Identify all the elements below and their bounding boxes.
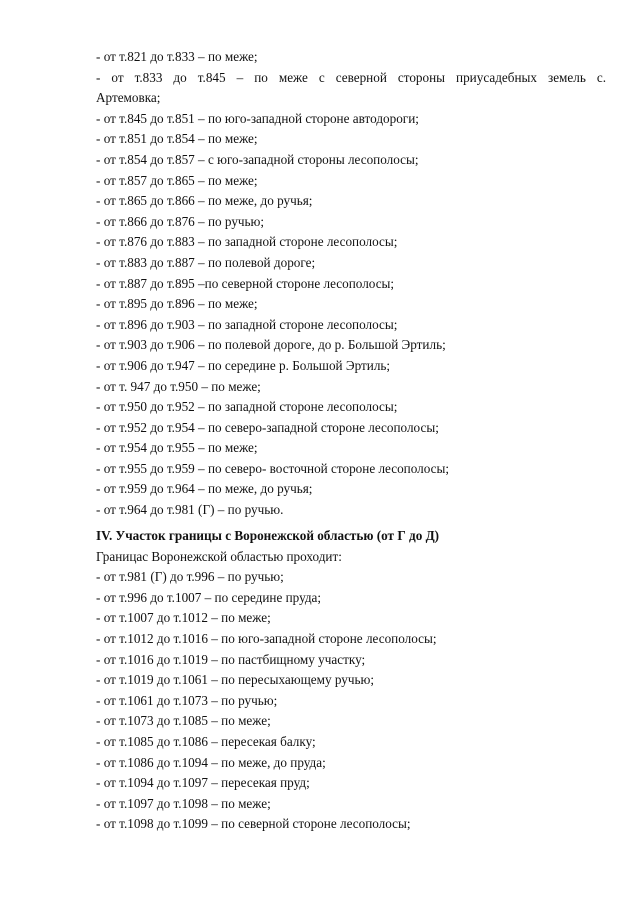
list-item: - от т.865 до т.866 – по меже, до ручья; (96, 193, 313, 209)
list-item: - от т.857 до т.865 – по меже; (96, 172, 258, 188)
list-item: - от т.896 до т.903 – по западной стороне лесополосы; (96, 316, 398, 332)
list-item: - от т.1085 до т.1086 – пересекая балку; (96, 733, 316, 749)
list-item: - от т.906 до т.947 – по середине р. Большой Эртиль; (96, 357, 391, 373)
list-item: - от т.887 до т.895 –по северной стороне лесополосы; (96, 275, 395, 291)
list-item: - от т.833 до т.845 – по меже с северной стороны приусадебных земель с. (96, 69, 606, 85)
list-item-continuation: Артемовка; (96, 90, 161, 106)
list-item: - от т.1086 до т.1094 – по меже, до пруда; (96, 754, 326, 770)
list-item: - от т.845 до т.851 – по юго-западной стороне автодороги; (96, 110, 419, 126)
list-item: - от т.981 (Г) до т.996 – по ручью; (96, 569, 284, 585)
list-item: - от т.895 до т.896 – по меже; (96, 296, 258, 312)
list-item: - от т.876 до т.883 – по западной стороне лесополосы; (96, 234, 398, 250)
list-item: - от т.851 до т.854 – по меже; (96, 131, 258, 147)
list-item: - от т.883 до т.887 – по полевой дороге; (96, 254, 316, 270)
list-item: - от т.959 до т.964 – по меже, до ручья; (96, 481, 313, 497)
list-item: - от т.1012 до т.1016 – по юго-западной стороне лесополосы; (96, 630, 437, 646)
list-item: - от т.950 до т.952 – по западной стороне лесополосы; (96, 399, 398, 415)
list-item: - от т. 947 до т.950 – по меже; (96, 378, 261, 394)
list-item: - от т.955 до т.959 – по северо- восточной стороне лесополосы; (96, 460, 450, 476)
list-item: - от т.903 до т.906 – по полевой дороге, до р. Большой Эртиль; (96, 337, 446, 353)
list-item: - от т.854 до т.857 – с юго-западной стороны лесополосы; (96, 151, 419, 167)
list-item: - от т.1094 до т.1097 – пересекая пруд; (96, 775, 310, 791)
list-item: - от т.952 до т.954 – по северо-западной стороне лесополосы; (96, 419, 439, 435)
list-item: - от т.1007 до т.1012 – по меже; (96, 610, 271, 626)
list-item: - от т.964 до т.981 (Г) – по ручью. (96, 502, 284, 518)
section-heading: IV. Участок границы с Воронежской областью (от Г до Д) (96, 528, 440, 543)
list-item: - от т.1098 до т.1099 – по северной стороне лесополосы; (96, 816, 411, 832)
list-item: - от т.996 до т.1007 – по середине пруда; (96, 589, 322, 605)
list-item: - от т.866 до т.876 – по ручью; (96, 213, 265, 229)
list-item: - от т.1073 до т.1085 – по меже; (96, 713, 271, 729)
list-item: - от т.954 до т.955 – по меже; (96, 440, 258, 456)
section-iv (96, 526, 606, 835)
list-item: - от т.1019 до т.1061 – по пересыхающему ручью; (96, 672, 375, 688)
list-item: - от т.1097 до т.1098 – по меже; (96, 795, 271, 811)
boundary-list-continued (96, 47, 606, 521)
section-intro: Границас Воронежской областью проходит: (96, 548, 342, 564)
list-item: - от т.1016 до т.1019 – по пастбищному участку; (96, 651, 366, 667)
list-item: - от т.1061 до т.1073 – по ручью; (96, 692, 278, 708)
list-item: - от т.821 до т.833 – по меже; (96, 49, 258, 64)
